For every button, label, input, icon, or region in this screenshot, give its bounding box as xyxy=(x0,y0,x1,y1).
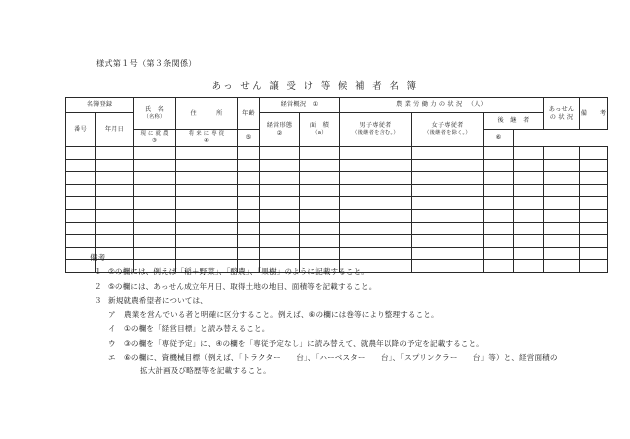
table-cell[interactable] xyxy=(238,197,260,210)
note-sub-marker: エ xyxy=(108,352,116,362)
note-sub-text: ③の欄を「専従予定」に、④の欄を「専従予定なし」に読み替えて、就農年以降の予定を記載すること。 xyxy=(124,338,484,348)
table-cell[interactable] xyxy=(544,147,580,160)
table-cell[interactable] xyxy=(300,197,340,210)
table-cell[interactable] xyxy=(176,235,238,248)
table-cell[interactable] xyxy=(544,197,580,210)
header-address: 住 所 xyxy=(176,98,238,130)
table-cell[interactable] xyxy=(514,197,544,210)
table-cell[interactable] xyxy=(260,172,300,185)
table-cell[interactable] xyxy=(544,235,580,248)
header-successor-future-main: 将 来 に 専 従 xyxy=(188,131,225,138)
table-cell[interactable] xyxy=(412,222,484,235)
header-mgmt-form xyxy=(260,113,300,147)
note-number: ２ xyxy=(94,281,102,291)
table-cell[interactable] xyxy=(514,235,544,248)
table-cell[interactable] xyxy=(134,184,176,197)
table-cell[interactable] xyxy=(96,147,134,160)
table-cell[interactable] xyxy=(412,197,484,210)
table-cell[interactable] xyxy=(96,235,134,248)
note-number: １ xyxy=(94,267,102,277)
table-cell[interactable] xyxy=(134,209,176,222)
table-cell[interactable] xyxy=(412,172,484,185)
table-cell[interactable] xyxy=(580,209,608,222)
note-text: ⑤の欄には、あっせん成立年月日、取得土地の地目、面積等を記載すること。 xyxy=(108,281,377,291)
note-text: 新規就農希望者については、 xyxy=(108,295,208,305)
table-cell[interactable] xyxy=(544,184,580,197)
table-cell[interactable] xyxy=(514,147,544,160)
header-assist-sub: の 状 況 xyxy=(549,113,574,121)
table-cell[interactable] xyxy=(412,184,484,197)
table-cell[interactable] xyxy=(134,172,176,185)
table-cell[interactable] xyxy=(238,235,260,248)
header-successor-future-sub: ④ xyxy=(203,138,210,144)
table-cell[interactable] xyxy=(300,222,340,235)
table-cell[interactable] xyxy=(66,159,96,172)
table-cell[interactable] xyxy=(580,235,608,248)
table-cell[interactable] xyxy=(340,235,412,248)
header-successor-now-sub: ③ xyxy=(151,138,158,144)
table-cell[interactable] xyxy=(96,159,134,172)
document-title: あっ せん 譲 受 け 等 候 補 者 名 簿 xyxy=(211,81,419,92)
table-cell[interactable] xyxy=(238,184,260,197)
table-cell[interactable] xyxy=(340,222,412,235)
table-cell[interactable] xyxy=(66,235,96,248)
header-area-sub: （a） xyxy=(312,130,327,137)
table-cell[interactable] xyxy=(340,209,412,222)
note-sub-text: 農業を営んでいる者と明確に区分すること。例えば、⑥の欄には巻等により整理すること。 xyxy=(124,310,439,320)
header-male-fulltime xyxy=(340,113,412,147)
table-cell[interactable] xyxy=(134,197,176,210)
table-cell[interactable] xyxy=(514,209,544,222)
table-cell[interactable] xyxy=(96,209,134,222)
table-cell[interactable] xyxy=(260,209,300,222)
table-cell[interactable] xyxy=(580,147,608,160)
table-row xyxy=(66,159,608,172)
table-row xyxy=(66,222,608,235)
table-cell[interactable] xyxy=(260,184,300,197)
header-scale-group: 経営概況 ① xyxy=(260,98,340,113)
table-cell[interactable] xyxy=(580,222,608,235)
table-cell[interactable] xyxy=(238,147,260,160)
candidate-roster-table xyxy=(65,97,608,273)
header-name xyxy=(134,98,176,130)
table-cell[interactable] xyxy=(176,172,238,185)
note-number: ３ xyxy=(94,295,102,305)
table-cell[interactable] xyxy=(66,147,96,160)
header-date: 年月日 xyxy=(96,113,134,147)
table-cell[interactable] xyxy=(260,147,300,160)
header-mgmt-form-main: 経営形態 xyxy=(266,121,293,129)
table-cell[interactable] xyxy=(300,159,340,172)
table-cell[interactable] xyxy=(514,184,544,197)
table-cell[interactable] xyxy=(134,147,176,160)
table-cell[interactable] xyxy=(66,197,96,210)
table-row xyxy=(66,147,608,160)
table-cell[interactable] xyxy=(134,159,176,172)
table-cell[interactable] xyxy=(176,159,238,172)
header-male-main: 男子専従者 xyxy=(359,122,392,130)
table-cell[interactable] xyxy=(300,235,340,248)
note-sub-text-continued: 拡大計画及び略歴等を記載すること。 xyxy=(140,365,271,375)
header-area-main: 面 積 xyxy=(309,122,330,130)
notes-list xyxy=(90,266,570,376)
table-cell[interactable] xyxy=(66,184,96,197)
table-cell[interactable] xyxy=(176,197,238,210)
header-name-main: 氏 名 xyxy=(144,106,165,114)
table-cell[interactable] xyxy=(544,172,580,185)
table-cell[interactable] xyxy=(134,235,176,248)
table-cell[interactable] xyxy=(484,235,514,248)
form-number: 様式第１号（第３条関係） xyxy=(96,58,197,68)
table-cell[interactable] xyxy=(484,209,514,222)
header-successor-group: 後 継 者 xyxy=(484,113,544,130)
table-cell[interactable] xyxy=(260,222,300,235)
table-cell[interactable] xyxy=(580,172,608,185)
header-male-sub: （後継者を含む。） xyxy=(352,130,399,137)
table-cell[interactable] xyxy=(66,172,96,185)
table-cell[interactable] xyxy=(340,172,412,185)
table-cell[interactable] xyxy=(176,222,238,235)
table-cell[interactable] xyxy=(340,159,412,172)
table-cell[interactable] xyxy=(176,184,238,197)
table-cell[interactable] xyxy=(484,159,514,172)
table-cell[interactable] xyxy=(176,147,238,160)
table-cell[interactable] xyxy=(484,197,514,210)
header-assist-main: あっせん xyxy=(548,105,575,113)
note-item xyxy=(90,281,570,293)
table-cell[interactable] xyxy=(238,172,260,185)
table-header-row-1 xyxy=(66,98,608,113)
header-age: 年齢 xyxy=(238,98,260,130)
table-cell[interactable] xyxy=(66,209,96,222)
note-sub-marker: ウ xyxy=(108,338,116,348)
table-cell[interactable] xyxy=(580,247,608,260)
table-cell[interactable] xyxy=(544,159,580,172)
header-successor-now-main: 現 に 就 農 xyxy=(140,131,169,138)
header-labor-group: 農 業 労 働 力 の 状 況 （人） xyxy=(340,98,544,113)
header-female-main: 女子専従者 xyxy=(431,122,464,130)
header-mgmt-form-sub: ② xyxy=(276,129,283,137)
table-row xyxy=(66,209,608,222)
table-cell[interactable] xyxy=(96,184,134,197)
table-cell[interactable] xyxy=(484,222,514,235)
header-no: 番号 xyxy=(66,113,96,147)
table-row xyxy=(66,197,608,210)
note-sub-marker: イ xyxy=(108,324,116,334)
header-female-sub: （後継者を除く。） xyxy=(424,130,471,137)
table-cell[interactable] xyxy=(238,222,260,235)
table-cell[interactable] xyxy=(514,159,544,172)
table-cell[interactable] xyxy=(238,209,260,222)
note-sub-marker: ア xyxy=(108,310,116,320)
table-cell[interactable] xyxy=(580,159,608,172)
table-cell[interactable] xyxy=(412,235,484,248)
note-text: ②の欄には、例えば「稲＋野菜」、「酪農」、「果樹」のように記載すること。 xyxy=(108,267,369,277)
note-sub-item xyxy=(90,309,570,321)
table-cell[interactable] xyxy=(340,184,412,197)
note-sub-text: ①の欄を「経営目標」と読み替えること。 xyxy=(124,324,270,334)
table-cell[interactable] xyxy=(134,222,176,235)
table-cell[interactable] xyxy=(300,172,340,185)
table-cell[interactable] xyxy=(176,209,238,222)
table-row xyxy=(66,184,608,197)
table-row xyxy=(66,172,608,185)
header-female-fulltime xyxy=(412,113,484,147)
table-cell[interactable] xyxy=(412,147,484,160)
table-cell[interactable] xyxy=(96,197,134,210)
note-sub-text: ⑥の欄に、資機械目標（例えば、「トラクター 台」、「ハーベスター 台」、「スプリンクラー 台」等）と、経営面積の 拡大計画及び略歴等を記載すること。 xyxy=(124,352,570,377)
note-sub-item xyxy=(90,323,570,335)
table-cell[interactable] xyxy=(96,222,134,235)
table-cell[interactable] xyxy=(484,172,514,185)
header-assist xyxy=(544,98,580,130)
table-cell[interactable] xyxy=(300,209,340,222)
notes-title: 備考 xyxy=(90,253,106,262)
table-cell[interactable] xyxy=(514,172,544,185)
table-cell[interactable] xyxy=(66,222,96,235)
note-sub-item xyxy=(90,338,570,350)
table-cell[interactable] xyxy=(580,184,608,197)
header-registry: 名簿登録 xyxy=(66,98,134,113)
notes-section xyxy=(90,252,570,376)
table-cell[interactable] xyxy=(96,172,134,185)
table-cell[interactable] xyxy=(340,197,412,210)
table-cell[interactable] xyxy=(580,260,608,273)
header-assist-number: ⑤ xyxy=(238,130,260,147)
header-area xyxy=(300,113,340,147)
note-sub-item xyxy=(90,352,570,377)
table-cell[interactable] xyxy=(260,235,300,248)
table-cell[interactable] xyxy=(260,159,300,172)
table-cell[interactable] xyxy=(544,222,580,235)
header-name-sub: （名称） xyxy=(143,114,166,121)
table-cell[interactable] xyxy=(514,222,544,235)
table-row xyxy=(66,235,608,248)
header-remarks: 備 考 xyxy=(580,98,608,130)
note-item xyxy=(90,295,570,307)
table-cell[interactable] xyxy=(300,147,340,160)
table-cell[interactable] xyxy=(484,147,514,160)
table-cell[interactable] xyxy=(340,147,412,160)
table-cell[interactable] xyxy=(580,197,608,210)
header-successor-future xyxy=(176,130,238,147)
table-cell[interactable] xyxy=(238,159,260,172)
header-remarks-number: ⑥ xyxy=(484,130,514,147)
table-cell[interactable] xyxy=(412,209,484,222)
header-successor-now xyxy=(134,130,176,147)
table-cell[interactable] xyxy=(484,184,514,197)
table-cell[interactable] xyxy=(300,184,340,197)
table-cell[interactable] xyxy=(544,209,580,222)
table-cell[interactable] xyxy=(260,197,300,210)
note-item xyxy=(90,266,570,278)
table-cell[interactable] xyxy=(412,159,484,172)
